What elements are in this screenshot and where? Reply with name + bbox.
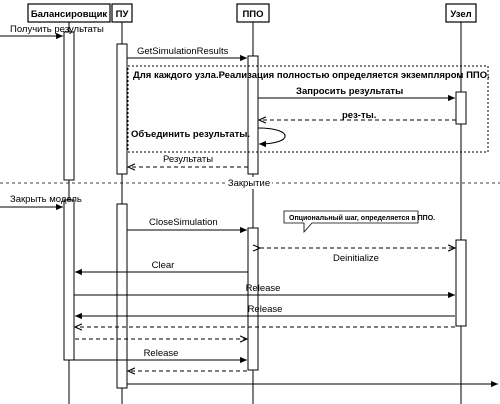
participant-node: [446, 4, 476, 22]
activation-balancer-1: [64, 32, 74, 180]
participant-balancer: [28, 4, 110, 22]
msg-deinitialize: [260, 248, 455, 264]
msg-merge-results: [131, 128, 285, 144]
msg-release-2-label: Release: [247, 304, 283, 315]
msg-close-simulation-label: CloseSimulation: [149, 217, 218, 228]
participant-pu: [112, 4, 132, 22]
msg-get-sim-results-label: GetSimulationResults: [137, 46, 229, 57]
participant-ppo: [237, 4, 269, 22]
separator-close: [0, 177, 500, 189]
msg-clear: [75, 260, 248, 272]
msg-get-results-label: Получить результаты: [10, 24, 104, 35]
participant-balancer-label: Балансировщик: [30, 9, 108, 20]
activations: [64, 32, 466, 388]
msg-clear-label: Clear: [151, 260, 175, 271]
activation-node-1: [456, 92, 466, 124]
msg-release-2: [75, 304, 455, 316]
msg-get-results: [0, 24, 104, 36]
msg-get-sim-results: [127, 46, 247, 58]
loop-title: Для каждого узла.Реализация полностью определяется экземпляром ППО.: [133, 70, 490, 81]
msg-release-1: [74, 283, 455, 295]
msg-close-model-label: Закрыть модель: [10, 194, 82, 205]
msg-merge-results-label: Объединить результаты.: [131, 129, 251, 140]
participant-node-label: Узел: [450, 9, 472, 20]
note-label: Опциональный шаг, определяется в ППО.: [289, 215, 436, 222]
activation-ppo-2: [248, 228, 258, 370]
participant-pu-label: ПУ: [115, 9, 129, 20]
msg-request-results-label: Запросить результаты: [296, 86, 404, 97]
participant-ppo-label: ППО: [242, 9, 264, 20]
msg-release-3: [74, 348, 247, 360]
msg-close-simulation: [127, 217, 247, 230]
separator-label: Закрытие: [227, 178, 271, 189]
msg-results-label: Результаты: [163, 154, 214, 165]
msg-release-3-label: Release: [143, 348, 179, 359]
msg-request-results: [258, 86, 455, 98]
msg-results-short: [259, 110, 456, 121]
activation-pu-1: [117, 44, 127, 174]
msg-results: [128, 154, 248, 167]
note-optional-step: [284, 211, 435, 232]
msg-release-1-label: Release: [245, 283, 281, 294]
msg-results-short-label: рез-ты.: [342, 110, 377, 121]
msg-deinitialize-label: Deinitialize: [333, 253, 379, 264]
activation-node-2: [456, 240, 466, 326]
activation-balancer-2: [64, 200, 74, 360]
